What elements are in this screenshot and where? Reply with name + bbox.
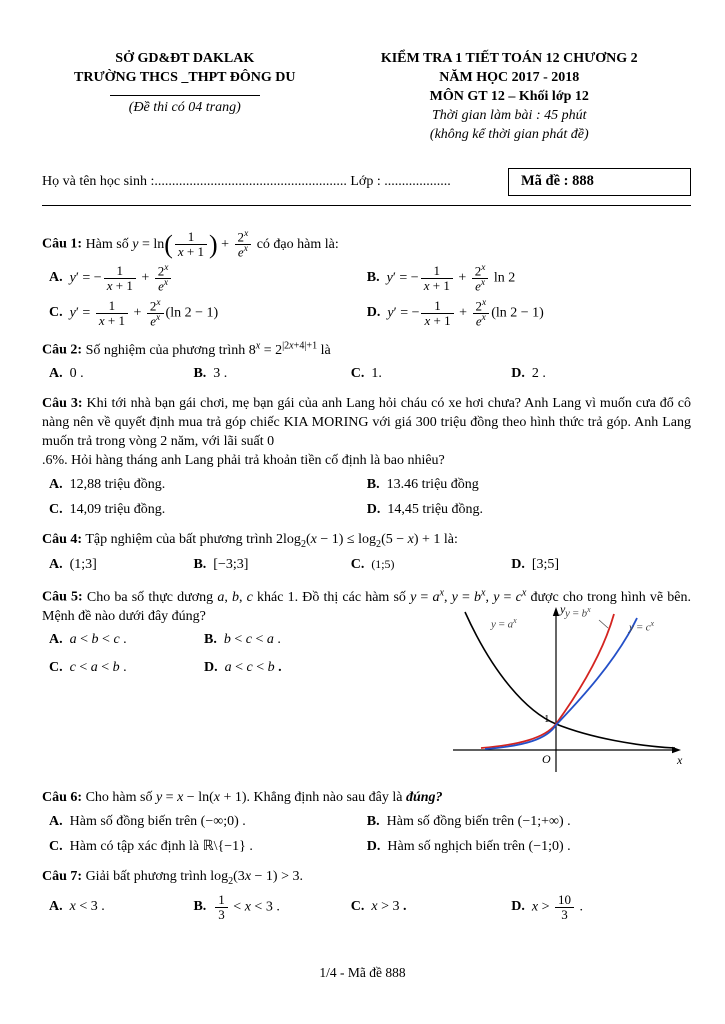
option-d bbox=[511, 365, 691, 384]
options-grid bbox=[42, 476, 691, 520]
option-letter: C. bbox=[350, 898, 365, 914]
curve-b bbox=[481, 614, 614, 748]
question-3 bbox=[42, 395, 691, 519]
option-text: Hàm số đồng biến trên (−1;+∞) . bbox=[386, 813, 571, 829]
option-d bbox=[511, 893, 691, 921]
option-letter: B. bbox=[193, 366, 207, 382]
option-letter: D. bbox=[204, 660, 218, 676]
question-6 bbox=[42, 789, 691, 857]
exam-code-box: Mã đề : 888 bbox=[508, 168, 691, 196]
exam-duration-note: (không kể thời gian phát đề) bbox=[429, 126, 589, 142]
option-text: 14,09 triệu đồng. bbox=[69, 501, 166, 517]
option-letter: B. bbox=[204, 632, 217, 648]
option-letter: C. bbox=[49, 838, 63, 854]
option-letter: B. bbox=[366, 813, 380, 829]
option-text: 14,45 triệu đồng. bbox=[387, 501, 484, 517]
option-letter: A. bbox=[49, 270, 63, 286]
option-letter: A. bbox=[49, 366, 63, 382]
option-text: y′ = − $\frac{1}{x + 1}$ + $\frac{2^x}{e^x}$ ln 2 bbox=[386, 262, 516, 294]
option-text: c < a < b . bbox=[69, 660, 127, 676]
option-text: [−3;3] bbox=[213, 557, 249, 573]
option-text: b < c < a . bbox=[223, 632, 281, 648]
option-c bbox=[49, 299, 367, 328]
option-text: a < b < c . bbox=[69, 632, 127, 648]
option-text: (1;5) bbox=[371, 557, 395, 572]
exam-title: KIỂM TRA 1 TIẾT TOÁN 12 CHƯƠNG 2 bbox=[380, 51, 638, 66]
graph-label-origin: O bbox=[542, 751, 551, 766]
option-c bbox=[49, 501, 367, 520]
option-letter: C. bbox=[49, 660, 63, 676]
exam-subject: MÔN GT 12 – Khối lớp 12 bbox=[429, 88, 589, 104]
option-letter: D. bbox=[366, 501, 381, 517]
option-letter: B. bbox=[193, 898, 207, 914]
graph-label-one: 1 bbox=[544, 712, 550, 725]
question-7 bbox=[42, 868, 691, 922]
option-text: x > $\frac{10}{3}$ . bbox=[531, 892, 583, 922]
option-a bbox=[49, 813, 367, 832]
option-d bbox=[367, 838, 691, 857]
option-text: Hàm số đồng biến trên (−∞;0) . bbox=[69, 813, 246, 829]
exam-year: NĂM HỌC 2017 - 2018 bbox=[439, 69, 580, 85]
option-text: 0 . bbox=[69, 366, 84, 382]
option-d bbox=[367, 299, 691, 328]
option-text: (1;3] bbox=[69, 557, 97, 573]
option-letter: A. bbox=[49, 557, 63, 573]
option-text: 12,88 triệu đồng. bbox=[69, 476, 166, 492]
options-grid bbox=[42, 631, 382, 678]
student-info-line bbox=[42, 168, 691, 196]
graph-label-a: $y = a^x$ bbox=[491, 615, 517, 631]
header-separator bbox=[42, 205, 691, 206]
option-text: 3 . bbox=[213, 366, 228, 382]
question-5-body bbox=[42, 586, 691, 778]
question-text: Tập nghiệm của bất phương trình $2\log_2(x - 1) \le \log_2(5 - x) + 1$ là: bbox=[85, 531, 458, 550]
option-a bbox=[49, 365, 193, 384]
exponential-graph bbox=[451, 602, 689, 776]
option-letter: A. bbox=[49, 898, 63, 914]
question-text: Giải bất phương trình $\log_2(3x - 1) > 3$. bbox=[85, 868, 303, 887]
options-grid bbox=[42, 264, 691, 328]
question-label: Câu 7: bbox=[42, 868, 83, 884]
option-c bbox=[49, 659, 204, 678]
option-letter: A. bbox=[49, 813, 63, 829]
option-letter: B. bbox=[366, 270, 380, 286]
option-text: y′ = − $\frac{1}{x + 1}$ + $\frac{2^x}{e^x}$ (ln 2 − 1) bbox=[387, 297, 544, 329]
option-b bbox=[367, 264, 691, 293]
option-c bbox=[351, 893, 512, 921]
student-name-label: Họ và tên học sinh :....................................................... Lớp : ................... bbox=[42, 173, 451, 189]
page-header bbox=[42, 50, 691, 144]
question-stem bbox=[42, 868, 691, 888]
question-1 bbox=[42, 230, 691, 328]
option-letter: D. bbox=[511, 366, 525, 382]
option-text: $\frac{1}{3}$ < x < 3 . bbox=[213, 893, 280, 921]
question-text: Cho hàm số y = x − ln(x + 1). Khẳng định nào sau đây là đúng? bbox=[85, 789, 443, 805]
graph-label-c: $y = c^x$ bbox=[629, 618, 655, 634]
option-text: Hàm có tập xác định là ℝ\{−1} . bbox=[69, 838, 253, 854]
option-a bbox=[49, 556, 193, 575]
option-text: 1. bbox=[371, 366, 382, 382]
header-rule bbox=[110, 95, 260, 96]
option-text: a < c < b . bbox=[224, 660, 282, 676]
option-b bbox=[193, 893, 350, 921]
label-b-leader bbox=[599, 620, 608, 628]
question-label: Câu 5: bbox=[42, 589, 83, 605]
graph-label-b: $y = b^x$ bbox=[565, 604, 591, 620]
option-b bbox=[193, 365, 350, 384]
option-letter: D. bbox=[366, 838, 381, 854]
question-stem bbox=[42, 395, 691, 452]
school-name: TRƯỜNG THCS _THPT ĐÔNG DU bbox=[74, 69, 296, 85]
question-stem bbox=[42, 789, 691, 808]
option-b bbox=[204, 631, 379, 650]
options-grid bbox=[42, 893, 691, 921]
option-a bbox=[49, 893, 193, 921]
option-c bbox=[351, 556, 512, 575]
question-label: Câu 3: bbox=[42, 396, 83, 412]
questions-section bbox=[42, 230, 691, 921]
option-letter: C. bbox=[350, 557, 365, 573]
option-letter: C. bbox=[350, 366, 365, 382]
option-d bbox=[511, 556, 691, 575]
y-axis-arrow bbox=[553, 607, 559, 616]
option-a bbox=[49, 631, 204, 650]
question-text-continued: .6%. Hỏi hàng tháng anh Lang phải trả khoản tiền cố định là bao nhiêu? bbox=[42, 453, 445, 469]
options-grid bbox=[42, 365, 691, 384]
exam-info bbox=[328, 50, 691, 144]
option-c bbox=[351, 365, 512, 384]
option-letter: C. bbox=[49, 501, 63, 517]
option-a bbox=[49, 476, 367, 495]
option-letter: B. bbox=[193, 557, 207, 573]
question-text: Hàm số y = ln( $\frac{1}{x + 1}$ ) + $\frac{2^x}{e^x}$ có đạo hàm là: bbox=[85, 229, 339, 260]
option-letter: B. bbox=[366, 476, 380, 492]
options-grid bbox=[42, 556, 691, 575]
graph-label-y: y bbox=[560, 601, 566, 616]
option-c bbox=[49, 838, 367, 857]
exam-pages-note: (Đề thi có 04 trang) bbox=[128, 99, 241, 115]
question-4 bbox=[42, 531, 691, 575]
option-letter: D. bbox=[366, 304, 381, 320]
graph-label-x: x bbox=[677, 752, 683, 767]
option-letter: A. bbox=[49, 632, 63, 648]
option-text: [3;5] bbox=[531, 557, 560, 573]
question-label: Câu 2: bbox=[42, 342, 83, 358]
question-5 bbox=[42, 586, 691, 778]
option-b bbox=[367, 813, 691, 832]
question-stem bbox=[42, 339, 691, 361]
question-stem bbox=[42, 531, 691, 551]
option-text: y′ = − $\frac{1}{x + 1}$ + $\frac{2^x}{e^x}$ bbox=[70, 264, 174, 293]
question-text: Khi tới nhà bạn gái chơi, mẹ bạn gái của anh Lang hỏi cháu có xe hơi chưa? Anh Lang vì muốn cưa đổ cô nàng nên về quyết định mua trả góp chiếc KIA MORING với giá 300 triệu đồng theo hình thức trả góp. Anh Lang muốn trả trong vòng 2 năm, với lãi suất 0 bbox=[42, 396, 691, 450]
question-2 bbox=[42, 339, 691, 384]
option-letter: A. bbox=[49, 476, 63, 492]
option-text: 13.46 triệu đồng bbox=[386, 476, 479, 492]
option-text: 2 . bbox=[531, 366, 546, 382]
option-b bbox=[193, 556, 350, 575]
option-a bbox=[49, 264, 367, 293]
option-text: x < 3 . bbox=[69, 898, 105, 914]
question-text: Cho ba số thực dương a, b, c khác 1. Đồ thị các hàm số $y = a^x$, $y = b^x$, $y = c^x$ được cho trong hình vẽ bên. Mệnh đề nào dưới đây đúng? bbox=[42, 586, 692, 624]
option-d bbox=[204, 659, 379, 678]
option-text: Hàm số nghịch biến trên (−1;0) . bbox=[387, 838, 571, 854]
school-department: SỞ GD&ĐT DAKLAK bbox=[115, 51, 255, 66]
question-text: Số nghiệm của phương trình $8^x = 2^{|2x+4|+1}$ là bbox=[85, 339, 331, 358]
option-letter: D. bbox=[511, 898, 525, 914]
option-b bbox=[367, 476, 691, 495]
question-label: Câu 1: bbox=[42, 236, 83, 252]
question-label: Câu 6: bbox=[42, 789, 83, 805]
option-d bbox=[367, 501, 691, 520]
page-footer: 1/4 - Mã đề 888 bbox=[319, 964, 406, 980]
exam-duration: Thời gian làm bài : 45 phút bbox=[432, 107, 587, 123]
option-text: x > 3 . bbox=[371, 898, 407, 914]
option-letter: C. bbox=[49, 304, 63, 320]
option-text: y′ = $\frac{1}{x + 1}$ + $\frac{2^x}{e^x}$ (ln 2 − 1) bbox=[69, 297, 219, 329]
school-info bbox=[42, 50, 328, 144]
question-stem bbox=[42, 230, 691, 259]
question-label: Câu 4: bbox=[42, 531, 83, 547]
option-letter: D. bbox=[511, 557, 525, 573]
options-grid bbox=[42, 813, 691, 857]
